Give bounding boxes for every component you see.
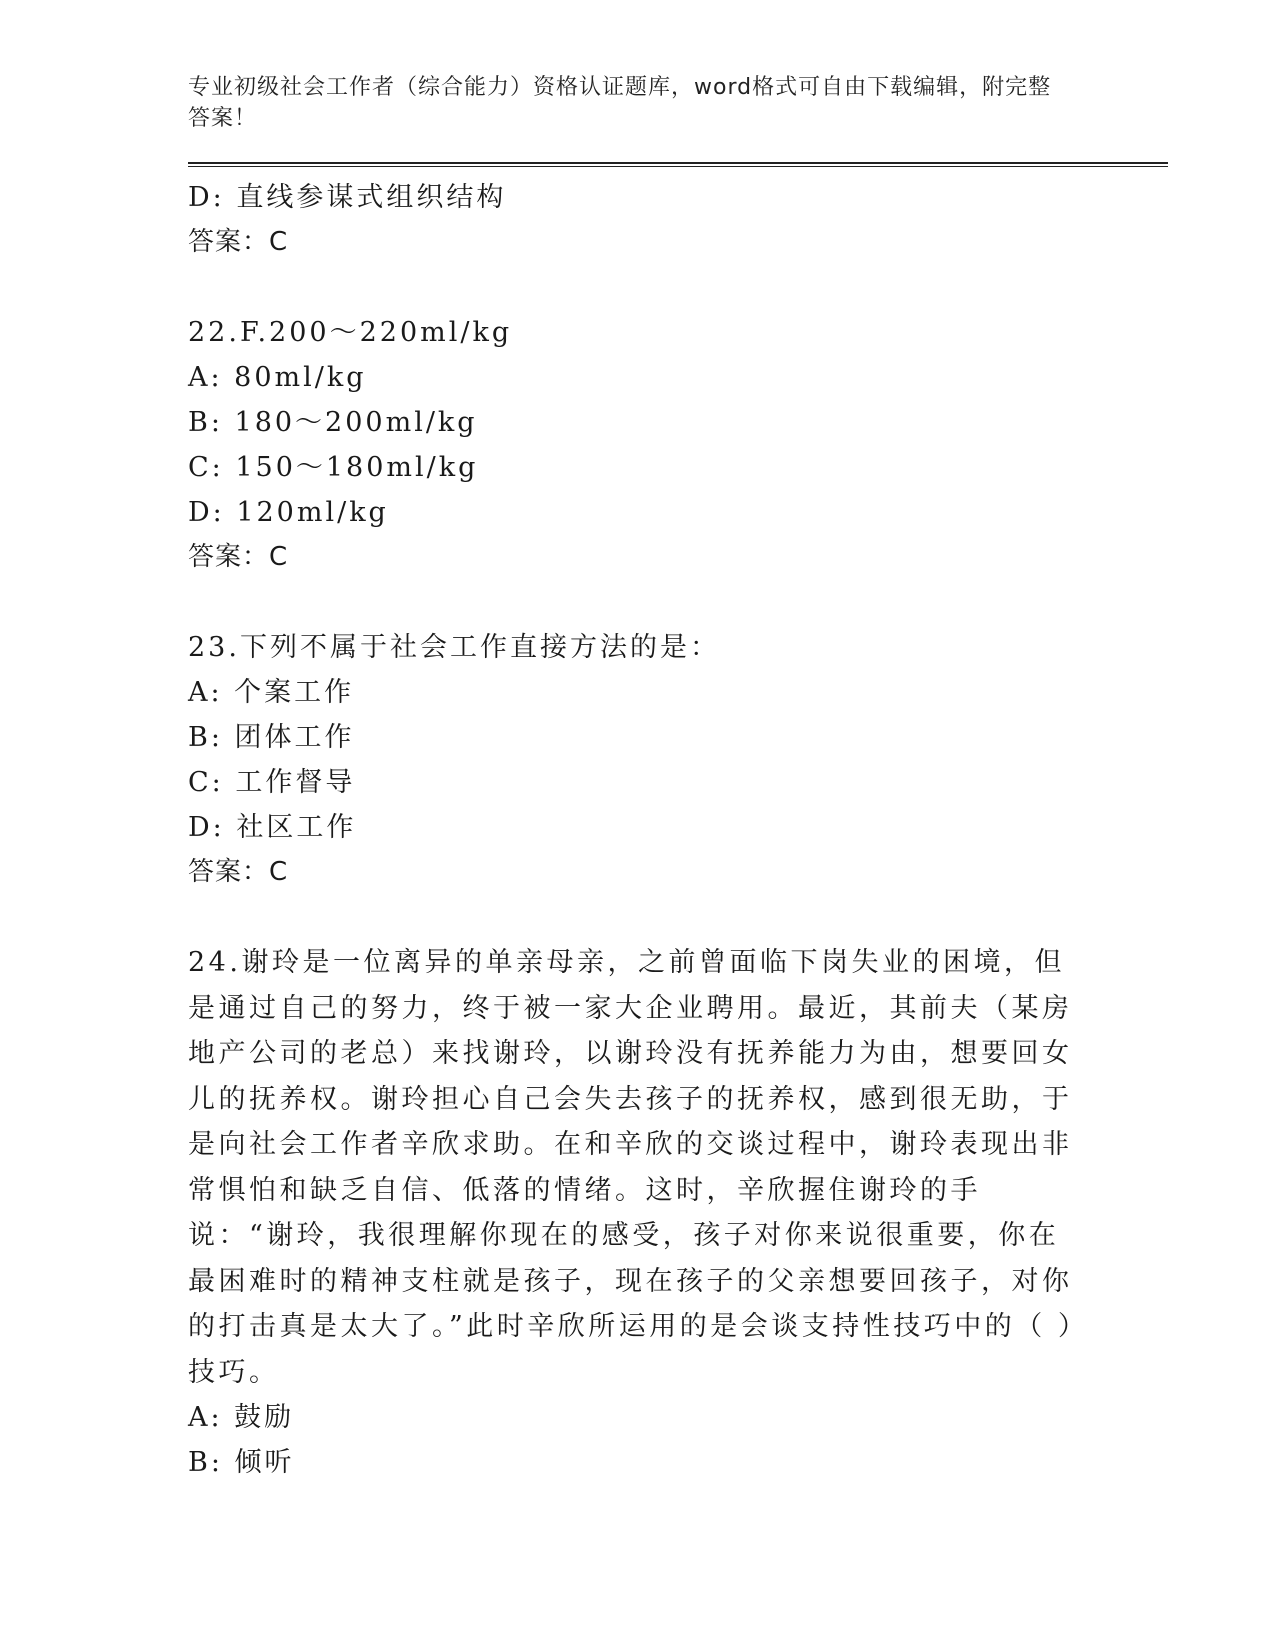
spacer [188,265,1168,310]
document-page [188,72,1168,1485]
q23-stem: 23.下列不属于社会工作直接方法的是： [188,632,720,663]
q22-option-c: C: 150～180ml/kg [188,452,479,483]
q21-answer: 答案：C [188,227,289,257]
q22-option-b: B: 180～200ml/kg [188,407,478,438]
spacer [188,580,1168,625]
q22-option-a: A: 80ml/kg [188,362,367,393]
spacer [188,895,1168,940]
q24-option-b: B: 倾听 [188,1447,295,1478]
document-header: 专业初级社会工作者（综合能力）资格认证题库，word格式可自由下载编辑，附完整答案！ [188,75,1052,131]
q23-option-d: D: 社区工作 [188,812,357,843]
q22-answer: 答案：C [188,542,289,572]
question-content [188,175,1168,1485]
q23-option-b: B: 团体工作 [188,722,355,753]
q23-option-c: C: 工作督导 [188,767,356,798]
q22-stem: 22.F.200～220ml/kg [188,317,513,348]
q24-option-a: A: 鼓励 [188,1402,295,1433]
q23-option-a: A: 个案工作 [188,677,355,708]
q22-option-d: D: 120ml/kg [188,497,389,528]
q23-answer: 答案：C [188,857,289,887]
q21-option-d: D: 直线参谋式组织结构 [188,182,507,213]
header-divider [188,162,1168,167]
q24-stem: 24.谢玲是一位离异的单亲母亲，之前曾面临下岗失业的困境，但是通过自己的努力，终于被一家大企业聘用。最近，其前夫（某房地产公司的老总）来找谢玲，以谢玲没有抚养能力为由，想要回女儿的抚养权。谢玲担心自己会失去孩子的抚养权，感到很无助，于是向社会工作者辛欣求助。在和辛欣的交谈过程中，谢玲表现出非常惧怕和缺乏自信、低落的情绪。这时，辛欣握住谢玲的手说：“谢玲，我很理解你现在的感受，孩子对你来说很重要，你在最困难时的精神支柱就是孩子，现在孩子的父亲想要回孩子，对你的打击真是太大了。”此时辛欣所运用的是会谈支持性技巧中的（ ）技巧。 [188,947,1075,1388]
